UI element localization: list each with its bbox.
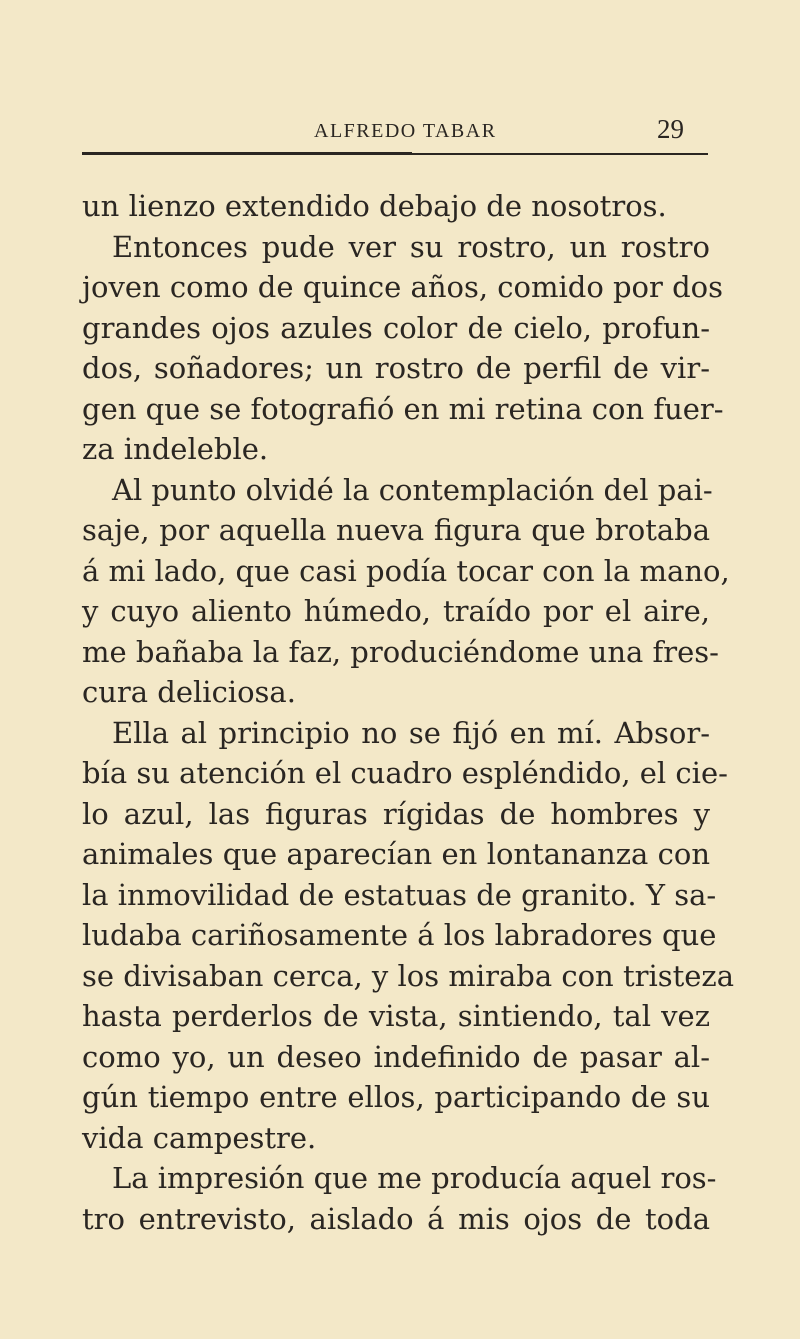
- text-line: cura deliciosa.: [82, 675, 296, 709]
- page-number: 29: [657, 114, 684, 144]
- text-line: saje, por aquella nueva figura que brotaba: [82, 513, 710, 547]
- text-line: vida campestre.: [82, 1120, 317, 1155]
- page-header: [82, 114, 708, 158]
- text-line: za indeleble.: [82, 432, 269, 466]
- body-text: [82, 186, 735, 1239]
- text-line: ludaba cariñosamente á los labradores que: [82, 918, 717, 952]
- running-title: ALFREDO TABAR: [314, 120, 497, 142]
- text-line: gún tiempo entre ellos, participando de su: [82, 1080, 710, 1114]
- text-line: joven como de quince años, comido por dos: [82, 270, 724, 304]
- text-line: dos, soñadores; un rostro de perfil de vir-: [82, 351, 710, 385]
- text-line: tro entrevisto, aislado á mis ojos de toda: [82, 1201, 710, 1236]
- text-line: Al punto olvidé la contemplación del pai-: [112, 472, 713, 507]
- header-rule-thin: [412, 153, 708, 155]
- text-line: y cuyo aliento húmedo, traído por el aire,: [82, 594, 710, 628]
- text-line: me bañaba la faz, produciéndome una fres-: [82, 634, 719, 669]
- text-line: La impresión que me producía aquel ros-: [112, 1161, 717, 1195]
- text-line: Ella al principio no se fijó en mí. Absor-: [112, 715, 710, 750]
- text-line: un lienzo extendido debajo de nosotros.: [82, 189, 667, 223]
- text-line: se divisaban cerca, y los miraba con tristeza: [82, 958, 735, 993]
- text-line: animales que aparecían en lontananza con: [82, 837, 710, 871]
- text-line: lo azul, las figuras rígidas de hombres y: [82, 796, 710, 831]
- text-line: bía su atención el cuadro espléndido, el cie-: [82, 756, 728, 790]
- text-line: como yo, un deseo indefinido de pasar al-: [82, 1039, 710, 1074]
- text-line: hasta perderlos de vista, sintiendo, tal vez: [82, 999, 710, 1033]
- text-line: la inmovilidad de estatuas de granito. Y sa-: [82, 877, 717, 912]
- text-line: gen que se fotografió en mi retina con fuer-: [82, 391, 724, 426]
- text-line: grandes ojos azules color de cielo, profun-: [82, 310, 710, 345]
- header-rule-thick: [82, 152, 412, 155]
- text-line: á mi lado, que casi podía tocar con la mano,: [82, 553, 730, 588]
- text-line: Entonces pude ver su rostro, un rostro: [112, 229, 710, 264]
